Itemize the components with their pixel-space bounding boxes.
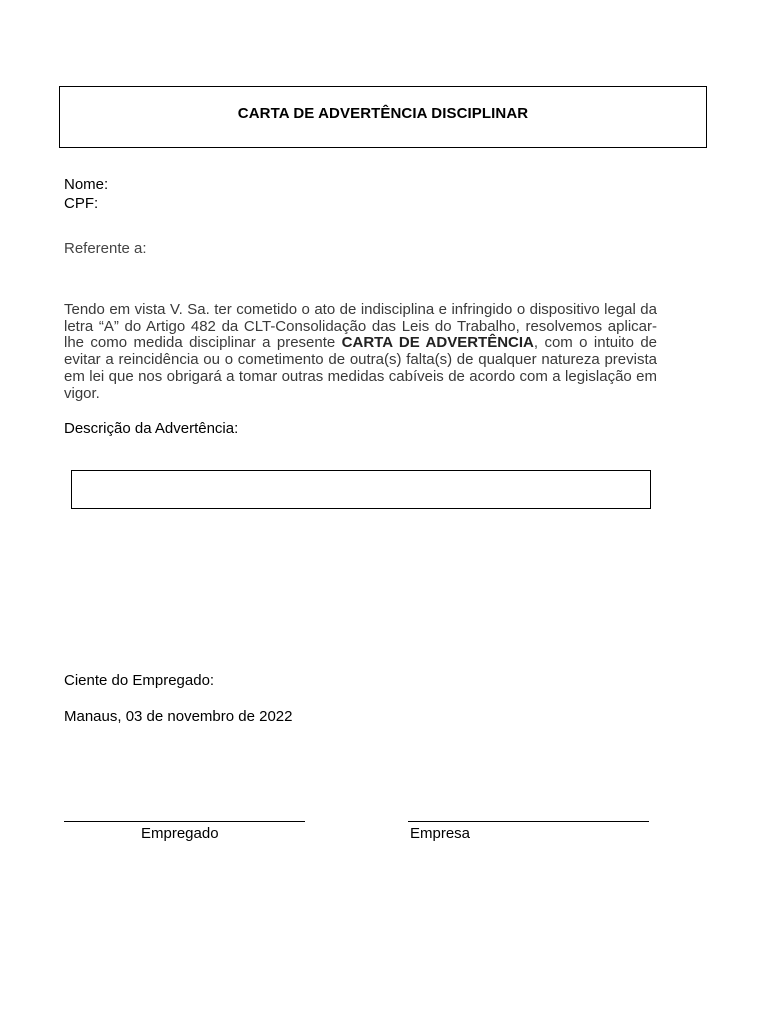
referente-label: Referente a:: [64, 240, 147, 257]
document-title: CARTA DE ADVERTÊNCIA DISCIPLINAR: [237, 105, 529, 122]
body-paragraph: [64, 302, 657, 402]
body-text-part1: Tendo em vista V. Sa. ter cometido o ato de indisciplina e infringido o dispositivo legal da letra “A” do Artigo 482 da CLT-Consolidação das Leis do Trabalho, resolvemos aplicar-lhe como medida disciplinar a presente: [64, 301, 657, 352]
title-box: [59, 86, 707, 148]
ciente-label: Ciente do Empregado:: [64, 672, 215, 689]
signature-label-empresa: Empresa: [410, 825, 471, 842]
signature-line-empregado: [64, 821, 305, 822]
body-text-part2: , com o intuito de evitar a reincidência ou o cometimento de outra(s) falta(s) de qualquer natureza prevista em lei que nos obrigará a tomar outras medidas cabíveis de acordo com a legislação em vigor.: [64, 334, 658, 402]
signature-label-empregado: Empregado: [141, 825, 219, 842]
descricao-box[interactable]: [71, 470, 651, 509]
nome-label: Nome:: [64, 176, 109, 193]
local-data: Manaus, 03 de novembro de 2022: [64, 708, 293, 725]
descricao-label: Descrição da Advertência:: [64, 420, 239, 437]
cpf-label: CPF:: [64, 195, 99, 212]
body-text-bold: CARTA DE ADVERTÊNCIA: [341, 334, 534, 352]
signature-line-empresa: [408, 821, 649, 822]
